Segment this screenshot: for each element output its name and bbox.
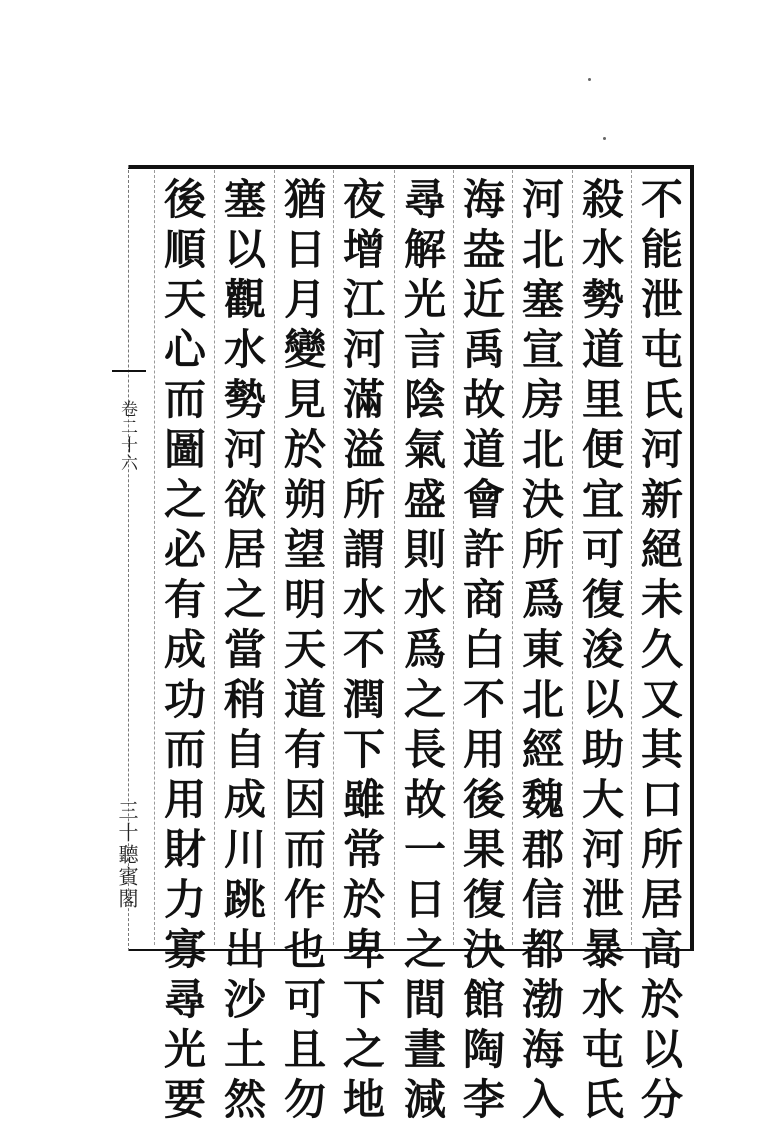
column-character: 水: [223, 325, 266, 374]
column-character: 尋: [403, 175, 446, 224]
column-character: 屯: [640, 325, 683, 374]
column-character: 以: [640, 1025, 683, 1074]
column-character: 陶: [462, 1025, 505, 1074]
column-character: 謂: [342, 525, 385, 574]
text-column: [633, 175, 691, 1124]
column-character: 勿: [283, 1075, 326, 1124]
column-character: 屯: [581, 1025, 624, 1074]
column-character: 有: [283, 725, 326, 774]
column-character: 月: [283, 275, 326, 324]
column-character: 水: [403, 575, 446, 624]
column-character: 入: [521, 1075, 564, 1124]
column-character: 用: [163, 775, 206, 824]
column-character: 氏: [581, 1075, 624, 1124]
column-character: 不: [640, 175, 683, 224]
column-character: 所: [342, 475, 385, 524]
column-character: 稍: [223, 675, 266, 724]
column-character: 江: [342, 275, 385, 324]
column-character: 心: [163, 325, 206, 374]
column-character: 成: [223, 775, 266, 824]
column-character: 晝: [403, 1025, 446, 1074]
column-character: 沙: [223, 975, 266, 1024]
column-character: 常: [342, 825, 385, 874]
column-character: 後: [462, 775, 505, 824]
text-column: [455, 175, 513, 1124]
column-character: 可: [581, 525, 624, 574]
column-character: 望: [283, 525, 326, 574]
column-character: 所: [521, 525, 564, 574]
column-character: 減: [403, 1075, 446, 1124]
column-character: 解: [403, 225, 446, 274]
column-character: 所: [640, 825, 683, 874]
column-character: 明: [283, 575, 326, 624]
column-character: 果: [462, 825, 505, 874]
column-character: 且: [283, 1025, 326, 1074]
speck-dot: [588, 78, 591, 81]
column-character: 暴: [581, 925, 624, 974]
column-character: 氏: [640, 375, 683, 424]
column-character: 當: [223, 625, 266, 674]
column-character: 經: [521, 725, 564, 774]
column-character: 郡: [521, 825, 564, 874]
column-character: 朔: [283, 475, 326, 524]
text-column: [574, 175, 632, 1124]
column-character: 河: [640, 425, 683, 474]
column-character: 水: [342, 575, 385, 624]
frame-top-border: [128, 165, 694, 169]
column-character: 日: [283, 225, 326, 274]
column-character: 潤: [342, 675, 385, 724]
column-character: 爲: [403, 625, 446, 674]
column-character: 之: [163, 475, 206, 524]
column-character: 近: [462, 275, 505, 324]
column-character: 魏: [521, 775, 564, 824]
column-character: 必: [163, 525, 206, 574]
column-character: 不: [462, 675, 505, 724]
column-character: 渤: [521, 975, 564, 1024]
column-character: 故: [403, 775, 446, 824]
column-character: 下: [342, 725, 385, 774]
column-character: 白: [462, 625, 505, 674]
column-character: 增: [342, 225, 385, 274]
column-character: 宣: [521, 325, 564, 374]
column-character: 未: [640, 575, 683, 624]
column-character: 也: [283, 925, 326, 974]
column-character: 之: [342, 1025, 385, 1074]
column-character: 之: [223, 575, 266, 624]
column-character: 勢: [581, 275, 624, 324]
column-character: 水: [581, 225, 624, 274]
column-character: 成: [163, 625, 206, 674]
column-character: 之: [403, 675, 446, 724]
text-column: [216, 175, 274, 1124]
column-character: 李: [462, 1075, 505, 1124]
column-character: 猶: [283, 175, 326, 224]
column-character: 而: [163, 375, 206, 424]
column-character: 光: [403, 275, 446, 324]
column-character: 地: [342, 1075, 385, 1124]
column-character: 能: [640, 225, 683, 274]
column-character: 水: [581, 975, 624, 1024]
column-character: 居: [223, 525, 266, 574]
column-character: 泄: [581, 875, 624, 924]
column-character: 圖: [163, 425, 206, 474]
column-character: 北: [521, 425, 564, 474]
column-character: 之: [403, 925, 446, 974]
column-rule: [394, 170, 395, 945]
column-character: 殺: [581, 175, 624, 224]
column-rule: [214, 170, 215, 945]
column-character: 天: [283, 625, 326, 674]
text-column: [276, 175, 334, 1124]
column-character: 宜: [581, 475, 624, 524]
text-column: [335, 175, 393, 1124]
column-character: 道: [462, 425, 505, 474]
column-character: 土: [223, 1025, 266, 1074]
column-character: 其: [640, 725, 683, 774]
column-character: 言: [403, 325, 446, 374]
column-character: 館: [462, 975, 505, 1024]
column-character: 高: [640, 925, 683, 974]
column-character: 塞: [223, 175, 266, 224]
column-character: 東: [521, 625, 564, 674]
column-character: 不: [342, 625, 385, 674]
column-character: 光: [163, 1025, 206, 1074]
column-character: 寡: [163, 925, 206, 974]
column-character: 北: [521, 675, 564, 724]
column-character: 作: [283, 875, 326, 924]
column-character: 於: [342, 875, 385, 924]
column-character: 大: [581, 775, 624, 824]
column-character: 許: [462, 525, 505, 574]
column-character: 河: [223, 425, 266, 474]
column-character: 故: [462, 375, 505, 424]
column-character: 北: [521, 225, 564, 274]
folio-label: 三十聽賓閣: [115, 800, 139, 910]
column-character: 復: [462, 875, 505, 924]
column-character: 氣: [403, 425, 446, 474]
column-character: 欲: [223, 475, 266, 524]
column-character: 然: [223, 1075, 266, 1124]
margin-top-mark: [112, 370, 146, 372]
column-character: 盛: [403, 475, 446, 524]
column-character: 日: [403, 875, 446, 924]
column-character: 出: [223, 925, 266, 974]
column-character: 於: [640, 975, 683, 1024]
column-character: 又: [640, 675, 683, 724]
column-character: 而: [163, 725, 206, 774]
column-character: 盎: [462, 225, 505, 274]
column-character: 都: [521, 925, 564, 974]
column-character: 雖: [342, 775, 385, 824]
column-character: 決: [462, 925, 505, 974]
column-character: 道: [581, 325, 624, 374]
column-character: 間: [403, 975, 446, 1024]
column-character: 分: [640, 1075, 683, 1124]
column-character: 陰: [403, 375, 446, 424]
column-character: 功: [163, 675, 206, 724]
column-character: 見: [283, 375, 326, 424]
text-column: [514, 175, 572, 1124]
column-character: 居: [640, 875, 683, 924]
column-character: 卑: [342, 925, 385, 974]
column-character: 決: [521, 475, 564, 524]
column-character: 用: [462, 725, 505, 774]
column-character: 而: [283, 825, 326, 874]
column-character: 天: [163, 275, 206, 324]
column-character: 一: [403, 825, 446, 874]
column-character: 泄: [640, 275, 683, 324]
column-character: 復: [581, 575, 624, 624]
speck-dot: [603, 137, 606, 140]
column-character: 禹: [462, 325, 505, 374]
column-rule: [274, 170, 275, 945]
column-character: 可: [283, 975, 326, 1024]
column-character: 里: [581, 375, 624, 424]
column-character: 夜: [342, 175, 385, 224]
column-character: 河: [342, 325, 385, 374]
column-character: 以: [223, 225, 266, 274]
column-character: 財: [163, 825, 206, 874]
column-character: 海: [462, 175, 505, 224]
column-character: 便: [581, 425, 624, 474]
column-rule: [572, 170, 573, 945]
column-character: 滿: [342, 375, 385, 424]
column-character: 浚: [581, 625, 624, 674]
column-character: 後: [163, 175, 206, 224]
column-character: 久: [640, 625, 683, 674]
column-character: 新: [640, 475, 683, 524]
column-character: 要: [163, 1075, 206, 1124]
column-character: 以: [581, 675, 624, 724]
column-character: 因: [283, 775, 326, 824]
column-character: 溢: [342, 425, 385, 474]
column-character: 力: [163, 875, 206, 924]
column-character: 道: [283, 675, 326, 724]
text-column: [396, 175, 454, 1124]
column-character: 長: [403, 725, 446, 774]
column-character: 觀: [223, 275, 266, 324]
section-label: 卷二十六: [117, 400, 137, 472]
column-character: 河: [521, 175, 564, 224]
column-character: 商: [462, 575, 505, 624]
column-character: 絕: [640, 525, 683, 574]
column-character: 尋: [163, 975, 206, 1024]
text-column: [156, 175, 214, 1124]
column-rule: [154, 170, 155, 945]
column-character: 於: [283, 425, 326, 474]
column-character: 河: [581, 825, 624, 874]
column-character: 助: [581, 725, 624, 774]
column-character: 有: [163, 575, 206, 624]
column-character: 爲: [521, 575, 564, 624]
column-character: 信: [521, 875, 564, 924]
column-character: 變: [283, 325, 326, 374]
column-character: 塞: [521, 275, 564, 324]
column-character: 海: [521, 1025, 564, 1074]
column-character: 跳: [223, 875, 266, 924]
column-character: 順: [163, 225, 206, 274]
column-character: 口: [640, 775, 683, 824]
column-character: 下: [342, 975, 385, 1024]
column-character: 勢: [223, 375, 266, 424]
column-character: 川: [223, 825, 266, 874]
column-character: 房: [521, 375, 564, 424]
column-character: 則: [403, 525, 446, 574]
margin-strip: [112, 370, 146, 970]
column-character: 會: [462, 475, 505, 524]
column-character: 自: [223, 725, 266, 774]
